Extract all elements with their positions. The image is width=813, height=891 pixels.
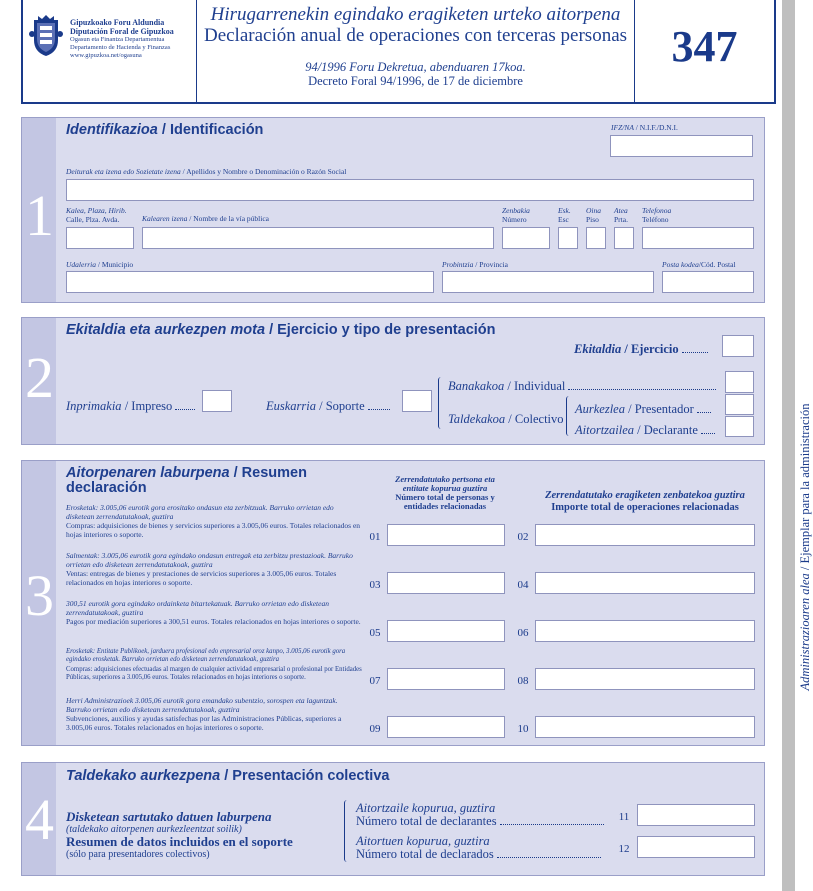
summary-row-sales [66,552,362,587]
street-name-label-eu: Kalearen izena [142,214,188,223]
copy-label-es: Ejemplar para la administración [798,403,812,564]
printed-leader [175,409,195,410]
exercise-leader [682,352,708,353]
section-3-title-es: Resumen [241,465,307,481]
declarant-leader [701,433,715,434]
section-4-title-eu: Taldekako aurkezpena [66,768,221,784]
copy-label-separator: / [798,563,812,571]
section-4-title-es: Presentación colectiva [232,768,390,784]
field-04[interactable] [535,572,755,594]
field-08[interactable] [535,668,755,690]
declarants-total-label-eu: Aitortzaile kopurua, guztira [356,801,496,815]
support-summary-eu: Disketean sartutako datuen laburpena [66,809,272,824]
website: www.gipuzkoa.net/ogasuna [70,52,142,59]
field-06[interactable] [535,620,755,642]
code-06: 06 [517,627,529,639]
phone-field[interactable] [642,227,754,249]
section-2-title [66,322,496,339]
phone-label-eu: Telefonoa [642,206,672,215]
presenter-leader [697,412,711,413]
postal-code-field[interactable] [662,271,754,293]
summary-row-mediation-es: Pagos por mediación superiores a 300,51 euros. Totales relacionados en hojas interiores o soporte. [66,617,361,626]
totals-brace [344,800,350,862]
floor-label-es: Piso [586,214,599,224]
presenter-checkbox[interactable] [725,394,754,415]
street-type-label-eu: Kalea, Plaza, Hirib. [66,206,127,215]
province-label: Probintzia / Provincia [442,260,508,269]
code-08: 08 [517,675,529,687]
field-01[interactable] [387,524,505,546]
summary-row-mediation [66,600,362,627]
declarants-total-label [356,802,604,828]
section-3-title-sep: / [233,465,242,481]
column-persons-header-eu: Zerrendatutako pertsona eta entitate kopurua guztira [395,474,495,493]
postal-label-eu: Posta kodea [662,260,699,269]
number-label-eu: Zenbakia [502,206,530,215]
presenter-label: Aurkezlea / Presentador [575,402,711,416]
field-10[interactable] [535,716,755,738]
phone-label-es: Teléfono [642,214,669,224]
summary-row-subsidies-es: Subvenciones, auxilios y ayudas satisfechas por las Administraciones Públicas, superiores a 3.005,06 euros. Totales relacionados en hojas interiores o soporte. [66,714,342,732]
medium-leader [368,409,390,410]
collective-label: Taldekakoa / Colectivo [448,412,564,426]
name-field[interactable] [66,179,754,201]
individual-label-eu: Banakakoa [448,379,505,393]
summary-row-public-purchases [66,648,362,682]
column-persons-header-es: Número total de personas y entidades relacionadas [395,492,495,511]
medium-label-eu: Euskarria [266,399,316,413]
postal-label: Posta kodea/Cód. Postal [662,260,736,269]
section-1-title [66,122,263,139]
exercise-label-es: Ejercicio [630,342,679,356]
floor-field[interactable] [586,227,606,249]
declared-total-label-eu: Aitortuen kopurua, guztira [356,834,490,848]
support-summary-es: Resumen de datos incluidos en el soporte [66,834,293,849]
summary-row-subsidies [66,697,362,732]
printed-label-es: Impreso [131,399,173,413]
department-es: Departamento de Hacienda y Finanzas [70,44,171,51]
individual-leader [568,389,716,390]
support-summary [66,810,336,860]
code-07: 07 [369,675,381,687]
org-block [70,18,196,60]
medium-checkbox[interactable] [402,390,432,412]
stair-label-eu: Esk. [558,206,571,215]
support-summary-es-note: (sólo para presentadores colectivos) [66,849,210,860]
type-brace [438,377,444,429]
floor-label-eu: Oina [586,206,601,215]
street-name-label: Kalearen izena / Nombre de la vía pública [142,214,269,223]
street-type-field[interactable] [66,227,134,249]
copy-label [797,402,813,692]
field-05[interactable] [387,620,505,642]
stair-label-es: Esc [558,214,569,224]
printed-label: Inprimakia / Impreso [66,399,195,413]
exercise-label: Ekitaldia / Ejercicio [574,342,708,356]
medium-label-es: Soporte [325,399,365,413]
section-1-number: 1 [25,183,54,248]
exercise-field[interactable] [722,335,754,357]
declarant-label: Aitortzailea / Declarante [575,423,715,437]
code-11: 11 [618,811,630,823]
column-persons-header [383,475,507,511]
nif-field[interactable] [610,135,753,157]
section-2-number: 2 [25,345,54,410]
field-11[interactable] [637,804,755,826]
collective-brace [566,396,572,436]
printed-checkbox[interactable] [202,390,232,412]
presenter-label-eu: Aurkezlea [575,402,625,416]
name-label-es: Apellidos y Nombre o Denominación o Razón Social [186,167,347,176]
municipality-field[interactable] [66,271,434,293]
municipality-label-eu: Udalerria [66,260,96,269]
printed-label-eu: Inprimakia [66,399,122,413]
door-field[interactable] [614,227,634,249]
street-type-label-es: Calle, Plza. Avda. [66,214,120,224]
stair-label [558,207,571,224]
summary-row-sales-eu: Salmentak: 3.005,06 eurotik gora egindako ondasun entregak eta zerbitzu prestazioak. Barruko orrietan edo disketean zerrendatutakoak, guztira [66,551,353,569]
summary-row-public-purchases-es: Compras: adquisiciones efectuadas al margen de cualquier actividad empresarial o profesional por Entidades Públicas, superiores a 3.005,06 euros. Totales relacionados en hojas interiores o soporte. [66,666,362,681]
decree-eu: 94/1996 Foru Dekretua, abenduaren 17koa. [305,60,526,74]
form-title-block [197,4,634,88]
section-1-title-es: Identificación [169,122,264,138]
number-label-es: Número [502,214,527,224]
model-number: 347 [671,22,738,71]
nif-label: IFZ/NA / N.I.F./D.N.I. [611,123,678,132]
code-04: 04 [517,579,529,591]
code-12: 12 [618,843,630,855]
summary-row-sales-es: Ventas: entregas de bienes y prestaciones de servicios superiores a 3.005,06 euros. Totales relacionados en hojas interiores o soporte. [66,569,337,587]
presenter-label-es: Presentador [634,402,694,416]
declarant-checkbox[interactable] [725,416,754,437]
form-title-eu: Hirugarrenekin egindako eragiketen urteko aitorpena [210,4,621,25]
street-name-field[interactable] [142,227,494,249]
province-label-es: Provincia [479,260,508,269]
nif-label-es: N.I.F./D.N.I. [639,123,678,132]
declarant-label-es: Declarante [643,423,698,437]
province-field[interactable] [442,271,654,293]
collective-label-eu: Taldekakoa [448,412,506,426]
support-summary-eu-note: (taldekako aitorpenen aurkezleentzat soilik) [66,824,242,835]
department-eu: Ogasun eta Finantza Departamentua [70,36,165,43]
summary-row-purchases-eu: Erosketak: 3.005,06 eurotik gora erositako ondasun eta zerbitzuak. Barruko orrietan edo disketean zerrendatutakoak, guztira [66,503,334,521]
floor-label [586,207,601,224]
field-09[interactable] [387,716,505,738]
section-2-title-eu: Ekitaldia eta aurkezpen mota [66,322,266,338]
field-12[interactable] [637,836,755,858]
org-name-eu: Gipuzkoako Foru Aldundia [70,18,165,27]
section-4-title [66,768,389,785]
form-title-es: Declaración anual de operaciones con terceras personas [203,25,628,46]
column-amount-header-es: Importe total de operaciones relacionadas [551,502,739,513]
street-type-label [66,207,127,224]
declarants-total-label-es: Número total de declarantes [356,814,497,828]
section-3-number: 3 [25,563,54,628]
declared-total-label-es: Número total de declarados [356,847,494,861]
section-2-title-es: Ejercicio y tipo de presentación [277,322,496,338]
summary-row-purchases [66,504,362,539]
individual-checkbox[interactable] [725,371,754,393]
section-2-title-sep: / [269,322,278,338]
summary-row-mediation-eu: 300,51 eurotik gora egindako ordainketa bitartekatuak. Barruko orrietan edo disketean zerrendatutakoak, guztira [66,599,329,617]
summary-row-purchases-es: Compras: adquisiciones de bienes y servicios superiores a 3.005,06 euros. Totales relacionados en hojas interiores o soporte. [66,521,361,539]
org-name-es: Diputación Foral de Gipuzkoa [70,27,174,36]
province-label-eu: Probintzia [442,260,474,269]
street-name-label-es: Nombre de la vía pública [193,214,269,223]
door-label-es: Prta. [614,214,628,224]
name-label-eu: Deiturak eta izena edo Sozietate izena [66,167,181,176]
section-4-number: 4 [25,787,54,852]
medium-label: Euskarria / Soporte [266,399,390,413]
code-05: 05 [369,627,381,639]
copy-label-eu: Administrazioaren alea [798,573,812,691]
code-03: 03 [369,579,381,591]
column-amount-header-eu: Zerrendatutako eragiketen zenbatekoa guztira [545,490,745,501]
nif-label-eu: IFZ/NA [611,123,634,132]
street-number-field[interactable] [502,227,550,249]
code-02: 02 [517,531,529,543]
door-label [614,207,628,224]
name-label: Deiturak eta izena edo Sozietate izena / Apellidos y Nombre o Denominación o Razón Social [66,167,347,176]
stair-field[interactable] [558,227,578,249]
code-09: 09 [369,723,381,735]
door-label-eu: Atea [614,206,628,215]
field-07[interactable] [387,668,505,690]
number-label [502,207,530,224]
exercise-label-eu: Ekitaldia [574,342,622,356]
coat-of-arms-logo [28,14,64,58]
phone-label [642,207,671,224]
declarant-label-eu: Aitortzailea [575,423,635,437]
column-amount-header [530,490,760,514]
municipality-label-es: Municipio [101,260,134,269]
section-3-title-es2: declaración [66,480,147,496]
postal-label-es: Cód. Postal [700,260,736,269]
summary-row-subsidies-eu: Herri Administrazioek 3.005,06 eurotik gora emandako subentzio, sorospen eta laguntzak. Barruko orrietan edo disketean zerrendatutakoak, guztira [66,696,338,714]
section-3-title [66,466,366,496]
section-4-title-sep: / [224,768,233,784]
code-01: 01 [369,531,381,543]
field-02[interactable] [535,524,755,546]
collective-label-es: Colectivo [514,412,564,426]
summary-row-public-purchases-eu: Erosketak: Entitate Publikoek, jarduera profesional edo enpresarial oroz kanpo, 3.005,06 eurotik gora egindako erosketak. Barruko orrietan edo disketean zerrendatutakoak, guztira [66,648,346,663]
declared-leader [497,857,601,858]
field-03[interactable] [387,572,505,594]
section-1-title-sep: / [161,122,170,138]
section-3-title-eu: Aitorpenaren laburpena [66,465,230,481]
code-10: 10 [517,723,529,735]
section-1-title-eu: Identifikazioa [66,122,158,138]
declared-total-label [356,835,601,861]
municipality-label: Udalerria / Municipio [66,260,134,269]
individual-label-es: Individual [513,379,566,393]
right-margin-strip [782,0,795,891]
declarants-leader [500,824,604,825]
decree-es: Decreto Foral 94/1996, de 17 de diciembre [308,74,523,88]
individual-label: Banakakoa / Individual [448,379,716,393]
